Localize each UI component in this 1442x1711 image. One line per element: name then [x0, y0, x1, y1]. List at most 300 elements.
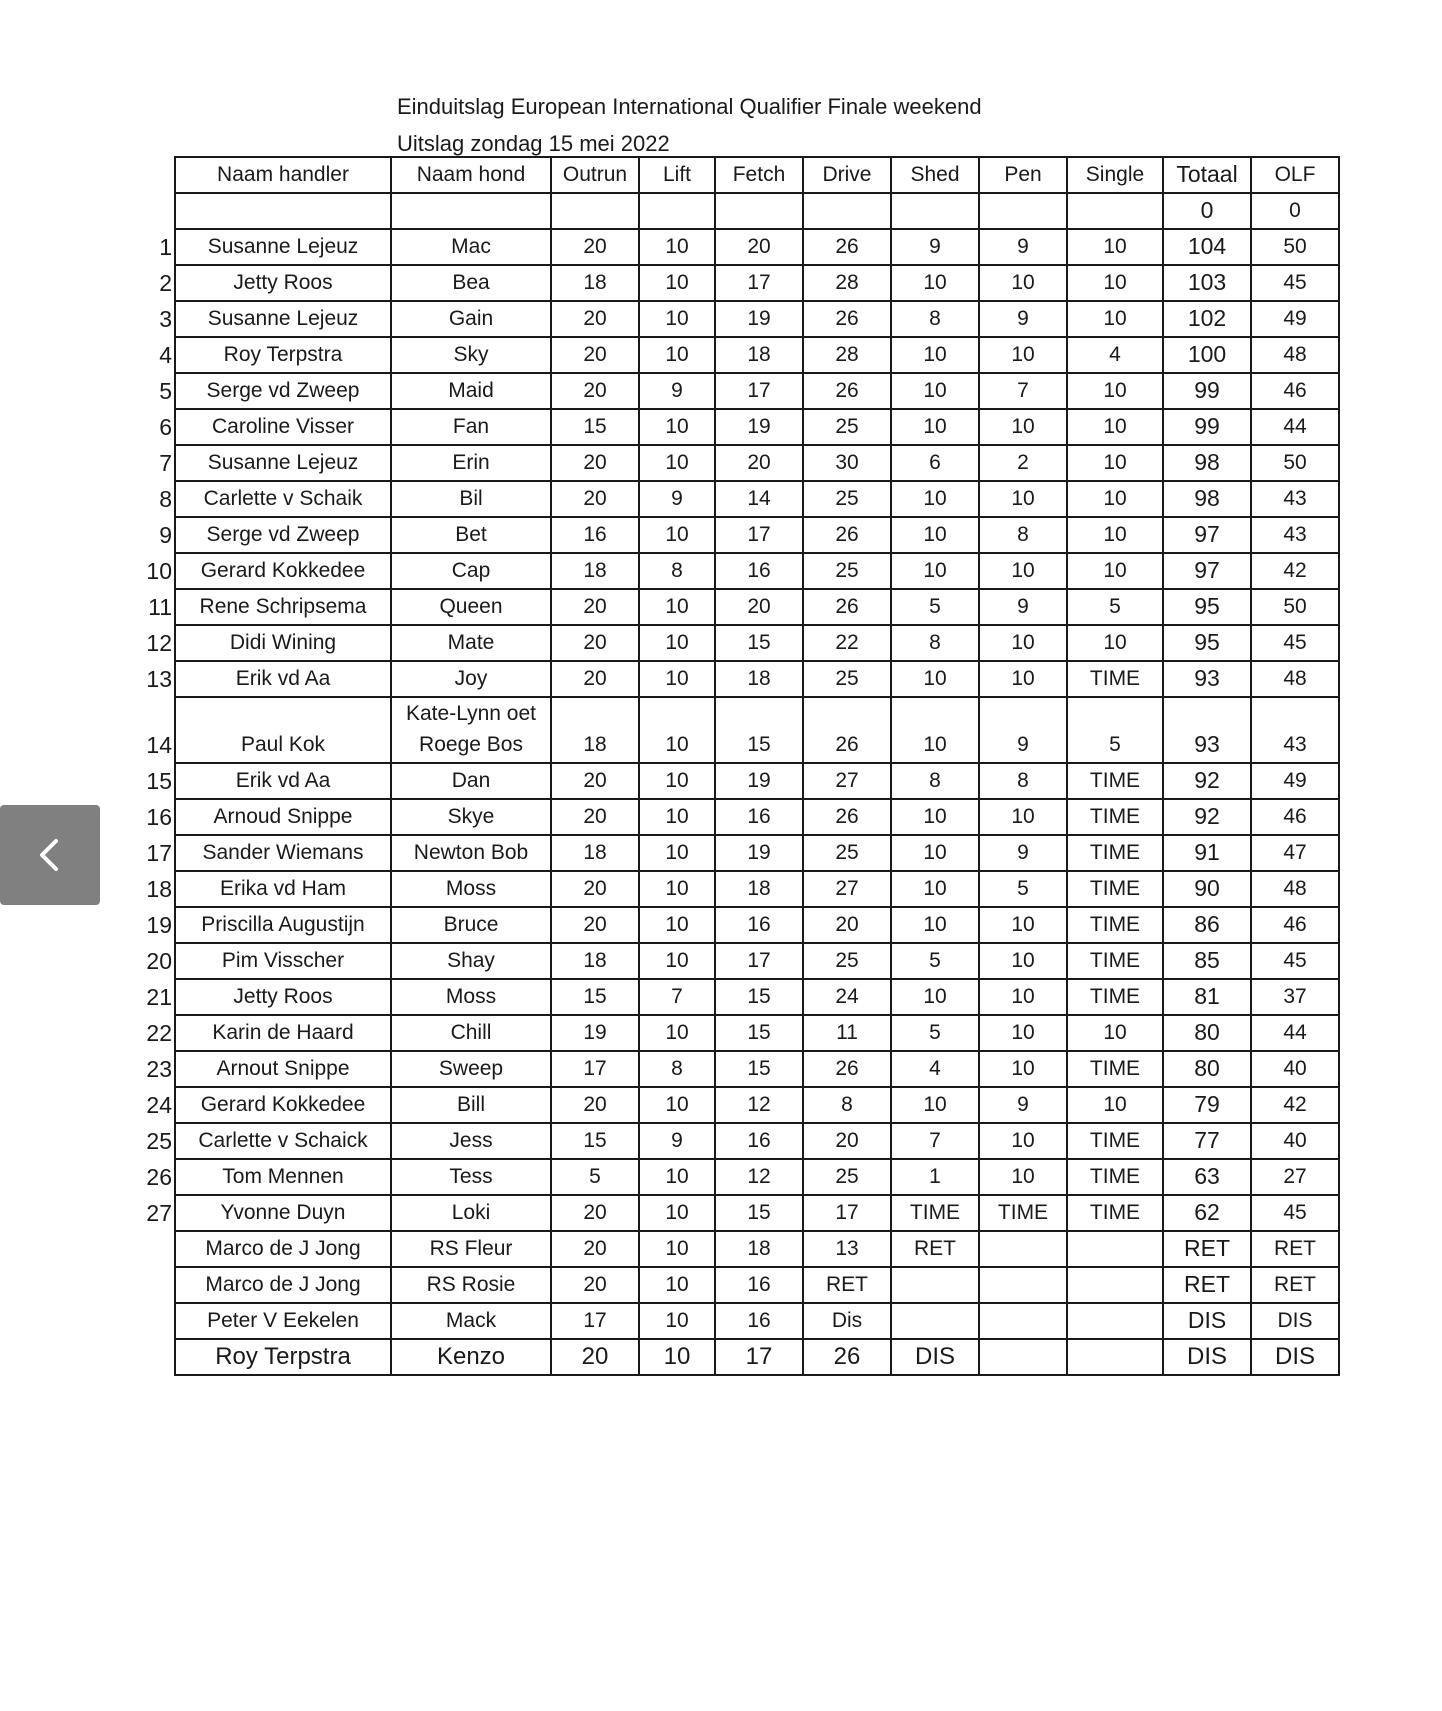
cell-drive: 25 [803, 409, 891, 445]
cell-total: 98 [1163, 481, 1251, 517]
cell-dog [391, 697, 551, 763]
cell-lift: 8 [639, 553, 715, 589]
cell-dog: Sky [391, 337, 551, 373]
cell-olf: 48 [1251, 661, 1339, 697]
cell-olf: 42 [1251, 1087, 1339, 1123]
cell-drive: 26 [803, 1051, 891, 1087]
cell-handler: Pim Visscher [175, 943, 391, 979]
cell-pen: 10 [979, 1123, 1067, 1159]
cell-single: TIME [1067, 799, 1163, 835]
table-row [175, 835, 1339, 871]
cell-handler: Arnout Snippe [175, 1051, 391, 1087]
cell-olf: 44 [1251, 1015, 1339, 1051]
cell-pen [979, 1303, 1067, 1339]
cell-fetch: 15 [715, 1015, 803, 1051]
cell-drive: 24 [803, 979, 891, 1015]
cell-dog: RS Rosie [391, 1267, 551, 1303]
cell-outrun: 18 [551, 697, 639, 763]
cell-drive: Dis [803, 1303, 891, 1339]
cell-drive: 26 [803, 697, 891, 763]
cell-total: 93 [1163, 661, 1251, 697]
cell-total: 81 [1163, 979, 1251, 1015]
cell-total: 85 [1163, 943, 1251, 979]
table-row [175, 1231, 1339, 1267]
cell-olf: 46 [1251, 373, 1339, 409]
results-table [174, 156, 1340, 1376]
cell-pen: TIME [979, 1195, 1067, 1231]
cell-shed: 4 [891, 1051, 979, 1087]
cell-handler: Susanne Lejeuz [175, 301, 391, 337]
cell-single: 10 [1067, 229, 1163, 265]
table-row [175, 1267, 1339, 1303]
cell-handler: Naam handler [175, 157, 391, 193]
cell-shed: 5 [891, 943, 979, 979]
cell-pen: 10 [979, 661, 1067, 697]
cell-fetch: 15 [715, 1051, 803, 1087]
cell-fetch: 19 [715, 301, 803, 337]
cell-dog: Shay [391, 943, 551, 979]
cell-olf: 47 [1251, 835, 1339, 871]
cell-lift: Lift [639, 157, 715, 193]
cell-handler: Gerard Kokkedee [175, 553, 391, 589]
cell-outrun: 20 [551, 799, 639, 835]
cell-drive: Drive [803, 157, 891, 193]
cell-lift: 10 [639, 907, 715, 943]
cell-olf: 43 [1251, 481, 1339, 517]
table-row [175, 265, 1339, 301]
cell-single: TIME [1067, 907, 1163, 943]
cell-shed: 10 [891, 835, 979, 871]
cell-outrun: 17 [551, 1303, 639, 1339]
cell-single: 10 [1067, 1015, 1163, 1051]
cell-fetch: 18 [715, 1231, 803, 1267]
cell-fetch: 17 [715, 373, 803, 409]
rank-number: 8 [159, 486, 172, 512]
cell-drive: 26 [803, 373, 891, 409]
cell-single [1067, 1303, 1163, 1339]
cell-handler: Serge vd Zweep [175, 373, 391, 409]
cell-pen: 2 [979, 445, 1067, 481]
rank-number: 24 [146, 1092, 172, 1118]
cell-dog: Erin [391, 445, 551, 481]
cell-outrun: 18 [551, 265, 639, 301]
cell-handler: Sander Wiemans [175, 835, 391, 871]
table-header-row [175, 157, 1339, 193]
cell-outrun: 20 [551, 661, 639, 697]
cell-lift: 10 [639, 1159, 715, 1195]
cell-olf: 50 [1251, 229, 1339, 265]
document-heading [397, 88, 982, 162]
cell-total: DIS [1163, 1303, 1251, 1339]
cell-single: TIME [1067, 1159, 1163, 1195]
cell-shed: 10 [891, 517, 979, 553]
cell-shed: Shed [891, 157, 979, 193]
cell-fetch: 20 [715, 445, 803, 481]
table-row [175, 1015, 1339, 1051]
cell-dog: Mac [391, 229, 551, 265]
cell-pen [979, 1339, 1067, 1375]
cell-fetch: 17 [715, 265, 803, 301]
cell-olf: 0 [1251, 193, 1339, 229]
cell-shed: 9 [891, 229, 979, 265]
cell-lift: 10 [639, 661, 715, 697]
cell-single: 10 [1067, 625, 1163, 661]
table-row [175, 409, 1339, 445]
cell-pen: 8 [979, 517, 1067, 553]
cell-pen: 10 [979, 979, 1067, 1015]
cell-total: 62 [1163, 1195, 1251, 1231]
cell-fetch: 14 [715, 481, 803, 517]
cell-handler: Erik vd Aa [175, 661, 391, 697]
cell-olf: RET [1251, 1267, 1339, 1303]
cell-fetch: 16 [715, 1123, 803, 1159]
cell-olf: 43 [1251, 517, 1339, 553]
cell-total: 92 [1163, 799, 1251, 835]
cell-single: TIME [1067, 871, 1163, 907]
cell-single: TIME [1067, 763, 1163, 799]
cell-shed: 1 [891, 1159, 979, 1195]
table-row [175, 661, 1339, 697]
cell-handler: Yvonne Duyn [175, 1195, 391, 1231]
cell-single: 5 [1067, 697, 1163, 763]
cell-single: 10 [1067, 265, 1163, 301]
cell-handler: Serge vd Zweep [175, 517, 391, 553]
cell-total: Totaal [1163, 157, 1251, 193]
rank-number: 4 [159, 342, 172, 368]
cell-outrun: 20 [551, 907, 639, 943]
cell-dog: Bil [391, 481, 551, 517]
cell-drive: 8 [803, 1087, 891, 1123]
cell-outrun: 18 [551, 943, 639, 979]
table-row [175, 337, 1339, 373]
cell-olf: 40 [1251, 1051, 1339, 1087]
cell-total: 104 [1163, 229, 1251, 265]
cell-single [1067, 193, 1163, 229]
cell-line: Kate-Lynn oet [406, 702, 536, 725]
cell-handler: Roy Terpstra [175, 337, 391, 373]
cell-single: TIME [1067, 943, 1163, 979]
cell-lift: 10 [639, 229, 715, 265]
cell-pen: Pen [979, 157, 1067, 193]
cell-olf: 45 [1251, 625, 1339, 661]
cell-dog: Cap [391, 553, 551, 589]
cell-single: 10 [1067, 1087, 1163, 1123]
rank-number: 13 [146, 666, 172, 692]
cell-total: 0 [1163, 193, 1251, 229]
rank-spacer [128, 192, 172, 228]
cell-total: 79 [1163, 1087, 1251, 1123]
cell-fetch: 19 [715, 763, 803, 799]
cell-outrun: 17 [551, 1051, 639, 1087]
cell-pen [979, 193, 1067, 229]
cell-olf: 37 [1251, 979, 1339, 1015]
cell-fetch: 15 [715, 625, 803, 661]
cell-pen: 10 [979, 625, 1067, 661]
cell-drive: 17 [803, 1195, 891, 1231]
cell-olf: 46 [1251, 799, 1339, 835]
table-row [175, 625, 1339, 661]
rank-number: 9 [159, 522, 172, 548]
cell-drive: 25 [803, 481, 891, 517]
rank-number: 18 [146, 876, 172, 902]
cell-handler: Arnoud Snippe [175, 799, 391, 835]
rank-number: 21 [146, 984, 172, 1010]
rank-number: 6 [159, 414, 172, 440]
cell-dog: RS Fleur [391, 1231, 551, 1267]
cell-shed: 5 [891, 589, 979, 625]
cell-fetch: 18 [715, 871, 803, 907]
cell-pen: 9 [979, 229, 1067, 265]
cell-olf: 45 [1251, 943, 1339, 979]
cell-fetch: 17 [715, 1339, 803, 1375]
cell-lift: 10 [639, 943, 715, 979]
cell-pen: 10 [979, 481, 1067, 517]
cell-outrun: 18 [551, 835, 639, 871]
rank-number: 11 [148, 594, 172, 620]
cell-handler: Karin de Haard [175, 1015, 391, 1051]
cell-pen: 9 [979, 1087, 1067, 1123]
cell-olf: 49 [1251, 301, 1339, 337]
cell-drive: RET [803, 1267, 891, 1303]
rank-number: 3 [159, 306, 172, 332]
cell-total: 102 [1163, 301, 1251, 337]
cell-fetch: 18 [715, 337, 803, 373]
cell-handler: Marco de J Jong [175, 1267, 391, 1303]
cell-handler: Gerard Kokkedee [175, 1087, 391, 1123]
cell-dog: Queen [391, 589, 551, 625]
cell-total: 90 [1163, 871, 1251, 907]
cell-drive: 22 [803, 625, 891, 661]
cell-lift: 10 [639, 1195, 715, 1231]
cell-handler: Erik vd Aa [175, 763, 391, 799]
cell-single [1067, 1339, 1163, 1375]
cell-drive: 20 [803, 1123, 891, 1159]
cell-fetch: 19 [715, 409, 803, 445]
cell-single: 10 [1067, 301, 1163, 337]
cell-shed: 10 [891, 553, 979, 589]
cell-total: DIS [1163, 1339, 1251, 1375]
table-row [175, 907, 1339, 943]
cell-dog: Jess [391, 1123, 551, 1159]
rank-number: 17 [146, 840, 172, 866]
rank-column [128, 156, 172, 1230]
table-row [175, 697, 1339, 763]
cell-shed: 10 [891, 409, 979, 445]
cell-total: 93 [1163, 697, 1251, 763]
cell-shed: 10 [891, 871, 979, 907]
table-row [175, 871, 1339, 907]
cell-dog: Moss [391, 871, 551, 907]
cell-lift: 8 [639, 1051, 715, 1087]
cell-single: 10 [1067, 445, 1163, 481]
cell-olf: 45 [1251, 1195, 1339, 1231]
cell-outrun: 15 [551, 409, 639, 445]
cell-drive: 26 [803, 301, 891, 337]
cell-shed: 8 [891, 763, 979, 799]
cell-handler: Rene Schripsema [175, 589, 391, 625]
cell-total: RET [1163, 1267, 1251, 1303]
cell-single: TIME [1067, 1051, 1163, 1087]
cell-fetch: 17 [715, 943, 803, 979]
cell-lift: 10 [639, 871, 715, 907]
cell-shed: 10 [891, 337, 979, 373]
cell-total: RET [1163, 1231, 1251, 1267]
cell-fetch: 12 [715, 1159, 803, 1195]
cell-handler: Caroline Visser [175, 409, 391, 445]
cell-outrun: 20 [551, 1231, 639, 1267]
cell-shed: 10 [891, 373, 979, 409]
cell-outrun: 20 [551, 373, 639, 409]
cell-fetch: 19 [715, 835, 803, 871]
cell-olf: 50 [1251, 445, 1339, 481]
cell-handler: Tom Mennen [175, 1159, 391, 1195]
cell-lift: 10 [639, 1231, 715, 1267]
table-row [175, 301, 1339, 337]
cell-fetch: 16 [715, 553, 803, 589]
cell-drive: 26 [803, 589, 891, 625]
cell-dog: Bea [391, 265, 551, 301]
cell-lift: 9 [639, 1123, 715, 1159]
cell-drive: 27 [803, 871, 891, 907]
rank-number: 25 [146, 1128, 172, 1154]
cell-shed: 10 [891, 979, 979, 1015]
cell-shed: DIS [891, 1339, 979, 1375]
cell-dog: Dan [391, 763, 551, 799]
cell-pen: 10 [979, 265, 1067, 301]
cell-fetch: 18 [715, 661, 803, 697]
cell-dog: Moss [391, 979, 551, 1015]
cell-fetch: 15 [715, 979, 803, 1015]
cell-fetch: 12 [715, 1087, 803, 1123]
cell-handler: Peter V Eekelen [175, 1303, 391, 1339]
rank-number: 22 [146, 1020, 172, 1046]
cell-total: 99 [1163, 409, 1251, 445]
cell-pen: 10 [979, 907, 1067, 943]
cell-olf: 42 [1251, 553, 1339, 589]
cell-single: TIME [1067, 979, 1163, 1015]
cell-pen: 7 [979, 373, 1067, 409]
cell-single: 5 [1067, 589, 1163, 625]
cell-olf: 44 [1251, 409, 1339, 445]
back-button[interactable] [0, 805, 100, 905]
chevron-left-icon [30, 835, 70, 875]
cell-lift: 10 [639, 625, 715, 661]
cell-shed: 10 [891, 481, 979, 517]
table-row [175, 1159, 1339, 1195]
cell-lift [639, 193, 715, 229]
cell-fetch: 16 [715, 907, 803, 943]
cell-total: 100 [1163, 337, 1251, 373]
cell-lift: 7 [639, 979, 715, 1015]
cell-lift: 10 [639, 1087, 715, 1123]
table-row [175, 1051, 1339, 1087]
cell-outrun: 20 [551, 1339, 639, 1375]
cell-line: Roege Bos [419, 733, 523, 756]
cell-shed: 8 [891, 625, 979, 661]
cell-olf: 48 [1251, 337, 1339, 373]
cell-total: 80 [1163, 1051, 1251, 1087]
cell-lift: 10 [639, 301, 715, 337]
cell-olf: 50 [1251, 589, 1339, 625]
cell-shed: 10 [891, 661, 979, 697]
cell-handler: Carlette v Schaick [175, 1123, 391, 1159]
cell-total: 95 [1163, 589, 1251, 625]
cell-dog: Fan [391, 409, 551, 445]
document-title: Einduitslag European International Qualifier Finale weekend [397, 94, 982, 119]
cell-outrun: 15 [551, 979, 639, 1015]
table-row [175, 799, 1339, 835]
cell-olf: 49 [1251, 763, 1339, 799]
cell-fetch: 17 [715, 517, 803, 553]
cell-outrun: 16 [551, 517, 639, 553]
cell-pen: 9 [979, 301, 1067, 337]
rank-number: 19 [146, 912, 172, 938]
cell-total: 77 [1163, 1123, 1251, 1159]
cell-shed [891, 193, 979, 229]
cell-total: 92 [1163, 763, 1251, 799]
cell-outrun: 20 [551, 1195, 639, 1231]
cell-drive: 28 [803, 265, 891, 301]
cell-total: 95 [1163, 625, 1251, 661]
table-row [175, 1303, 1339, 1339]
cell-lift: 9 [639, 373, 715, 409]
table-row [175, 1195, 1339, 1231]
cell-handler [175, 193, 391, 229]
cell-drive: 25 [803, 661, 891, 697]
cell-single: 10 [1067, 373, 1163, 409]
cell-dog: Loki [391, 1195, 551, 1231]
cell-pen: 10 [979, 553, 1067, 589]
rank-number: 5 [159, 378, 172, 404]
cell-lift: 10 [639, 1303, 715, 1339]
cell-drive: 20 [803, 907, 891, 943]
cell-olf: 27 [1251, 1159, 1339, 1195]
cell-fetch: 20 [715, 229, 803, 265]
cell-handler: Marco de J Jong [175, 1231, 391, 1267]
cell-handler: Carlette v Schaik [175, 481, 391, 517]
cell-total: 86 [1163, 907, 1251, 943]
table-row [175, 481, 1339, 517]
cell-drive: 13 [803, 1231, 891, 1267]
cell-olf: OLF [1251, 157, 1339, 193]
rank-number: 20 [146, 948, 172, 974]
cell-dog: Newton Bob [391, 835, 551, 871]
cell-handler: Priscilla Augustijn [175, 907, 391, 943]
table-row [175, 943, 1339, 979]
cell-handler: Erika vd Ham [175, 871, 391, 907]
cell-single: TIME [1067, 1123, 1163, 1159]
cell-shed: RET [891, 1231, 979, 1267]
cell-shed [891, 1303, 979, 1339]
cell-shed: 5 [891, 1015, 979, 1051]
cell-drive: 30 [803, 445, 891, 481]
cell-drive: 26 [803, 517, 891, 553]
cell-olf: DIS [1251, 1303, 1339, 1339]
cell-single: 10 [1067, 553, 1163, 589]
table-row [175, 763, 1339, 799]
cell-drive: 26 [803, 1339, 891, 1375]
cell-lift: 10 [639, 1339, 715, 1375]
cell-lift: 10 [639, 1015, 715, 1051]
cell-drive: 27 [803, 763, 891, 799]
cell-single: TIME [1067, 835, 1163, 871]
cell-dog: Naam hond [391, 157, 551, 193]
cell-shed: 10 [891, 907, 979, 943]
cell-pen: 9 [979, 697, 1067, 763]
cell-outrun: 20 [551, 589, 639, 625]
cell-pen: 10 [979, 1051, 1067, 1087]
cell-lift: 10 [639, 265, 715, 301]
